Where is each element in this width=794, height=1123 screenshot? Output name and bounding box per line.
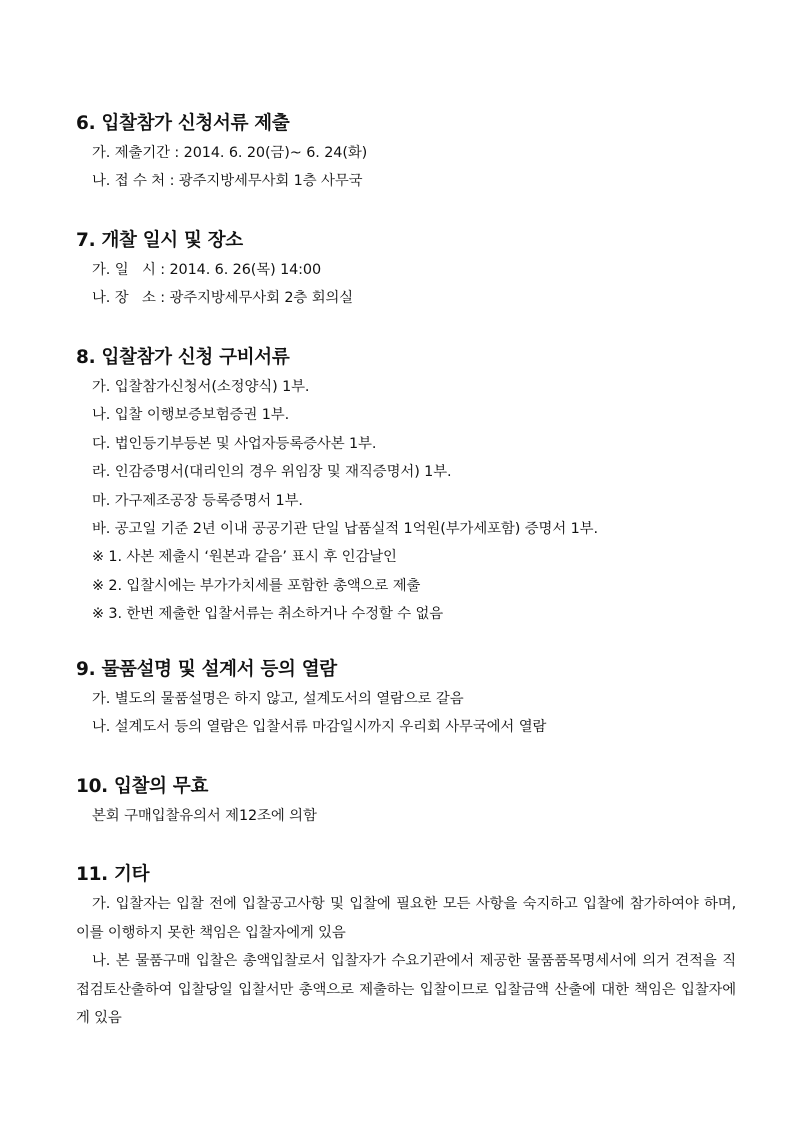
list-item: 가. 입찰참가신청서(소정양식) 1부. <box>92 379 310 395</box>
list-item: 가. 별도의 물품설명은 하지 않고, 설계도서의 열람으로 갈음 <box>92 691 464 707</box>
section-heading: 8. 입찰참가 신청 구비서류 <box>76 347 290 368</box>
section-8 <box>76 343 736 629</box>
list-item: 가. 제출기간 : 2014. 6. 20(금)~ 6. 24(화) <box>92 145 368 161</box>
note-item: ※ 1. 사본 제출시 ‘원본과 같음’ 표시 후 인감날인 <box>92 549 397 566</box>
section-heading: 9. 물품설명 및 설계서 등의 열람 <box>76 659 337 680</box>
list-item: 가. 일 시 : 2014. 6. 26(목) 14:00 <box>92 262 322 278</box>
list-item: 나. 설계도서 등의 열람은 입찰서류 마감일시까지 우리회 사무국에서 열람 <box>92 719 547 736</box>
list-item: 나. 접 수 처 : 광주지방세무사회 1층 사무국 <box>92 173 363 190</box>
paragraph: 가. 입찰자는 입찰 전에 입찰공고사항 및 입찰에 필요한 모든 사항을 숙지하고 입찰에 참가하여야 하며, 이를 이행하지 못한 책임은 입찰자에게 있음 <box>76 896 736 941</box>
note-item: ※ 3. 한번 제출한 입찰서류는 취소하거나 수정할 수 없음 <box>92 606 444 623</box>
list-item: 마. 가구제조공장 등록증명서 1부. <box>92 492 303 509</box>
list-item: 다. 법인등기부등본 및 사업자등록증사본 1부. <box>92 435 377 452</box>
section-7 <box>76 226 736 313</box>
section-heading: 10. 입찰의 무효 <box>76 776 209 797</box>
paragraph: 나. 본 물품구매 입찰은 총액입찰로서 입찰자가 수요기관에서 제공한 물품품목명세서에 의거 견적을 직접검토산출하여 입찰당일 입찰서만 총액으로 제출하는 입찰이므로 입찰금액 산출에 대한 책임은 입찰자에게 있음 <box>76 953 736 1027</box>
section-heading: 6. 입찰참가 신청서류 제출 <box>76 113 290 134</box>
section-6 <box>76 109 736 196</box>
list-item: 바. 공고일 기준 2년 이내 공공기관 단일 납품실적 1억원(부가세포함) 증명서 1부. <box>92 520 598 537</box>
section-9 <box>76 655 736 742</box>
section-heading: 7. 개찰 일시 및 장소 <box>76 230 243 251</box>
list-item: 나. 장 소 : 광주지방세무사회 2층 회의실 <box>92 290 354 307</box>
list-item: 라. 인감증명서(대리인의 경우 위임장 및 재직증명서) 1부. <box>92 464 452 481</box>
list-item: 나. 입찰 이행보증보험증권 1부. <box>92 407 290 424</box>
note-item: ※ 2. 입찰시에는 부가가치세를 포함한 총액으로 제출 <box>92 577 421 594</box>
list-item: 본회 구매입찰유의서 제12조에 의함 <box>92 808 317 824</box>
section-heading: 11. 기타 <box>76 864 150 885</box>
section-11 <box>76 860 736 1033</box>
section-10 <box>76 772 736 830</box>
